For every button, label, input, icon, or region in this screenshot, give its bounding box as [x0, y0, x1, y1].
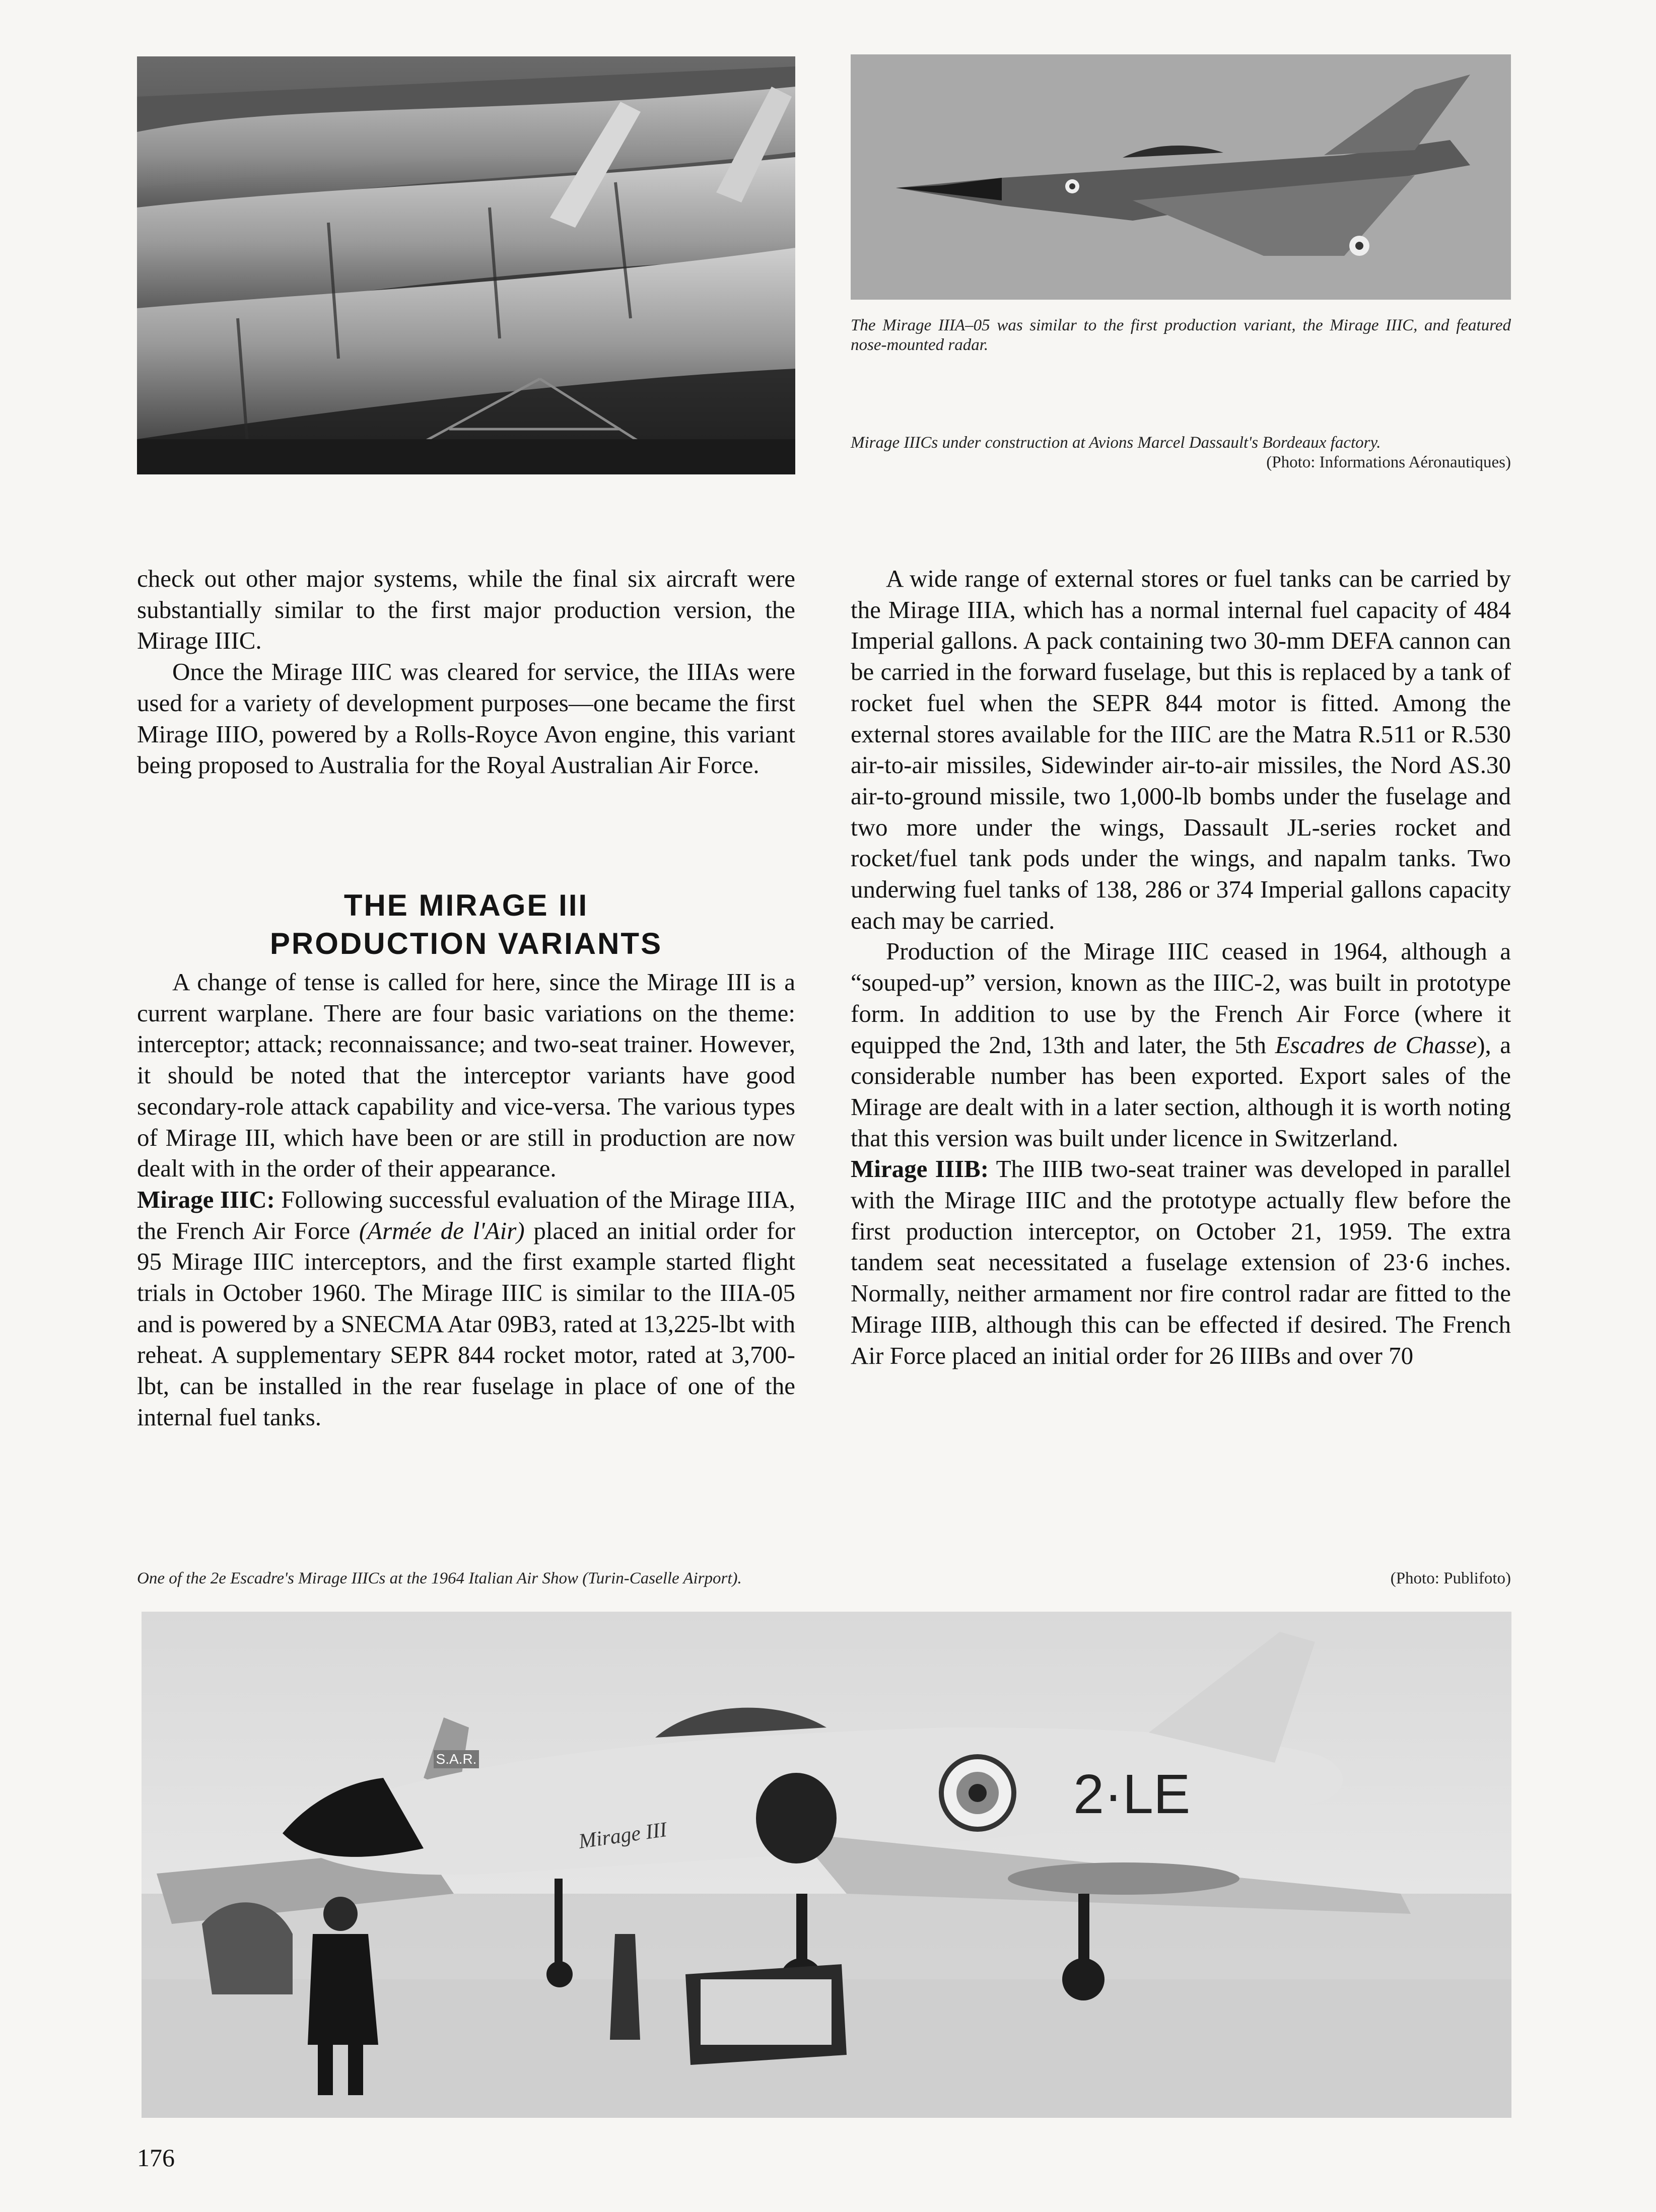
run-in-heading: Mirage IIIB:	[851, 1155, 989, 1183]
paragraph	[851, 936, 1511, 1153]
photo-mirage-air-show	[142, 1612, 1511, 2118]
heading-line-1: THE MIRAGE III	[343, 888, 589, 922]
hangar-sign: S.A.R.	[436, 1751, 477, 1767]
paragraph-text: ), a considerable number has been exported. Export sales of the Mirage are dealt with in a later section, although it is worth noting that this version was built under licence in Switzerland.	[851, 1030, 1511, 1152]
paragraph-text: Production of the Mirage IIIC ceased in 1964, although a “souped-up” version, known as the IIIC-2, was built in prototype form. In addition to use by the French Air Force (where it equipped the 2nd, 13th and later, the 5th	[851, 937, 1511, 1059]
italic-term: Escadres de Chasse	[1275, 1030, 1477, 1059]
caption-air-show-text: One of the 2e Escadre's Mirage IIICs at the 1964 Italian Air Show (Turin-Caselle Airport).	[137, 1569, 742, 1587]
italic-term: (Armée de l'Air)	[359, 1216, 525, 1245]
nose-script: Mirage III	[577, 1818, 668, 1853]
photo-mirage-in-flight	[851, 54, 1511, 300]
paragraph-mirage-iiib	[851, 1153, 1511, 1371]
right-column	[851, 563, 1511, 1371]
paragraph-mirage-iiic	[137, 1184, 795, 1433]
caption-assembly-text: Mirage IIICs under construction at Avions Marcel Dassault's Bordeaux factory.	[851, 434, 1381, 452]
left-column-upper	[137, 563, 795, 781]
section-heading	[137, 886, 795, 963]
paragraph-text: The IIIB two-seat trainer was developed in parallel with the Mirage IIIC and the prototype actually flew before the first production interceptor, on October 21, 1959. The extra tandem seat necessitated a fuselage extension of 23·6 inches. Normally, neither armament nor fire control radar are fitted to the Mirage IIIB, although this can be effected if desired. The French Air Force placed an initial order for 26 IIIBs and over 70	[851, 1155, 1511, 1369]
caption-air-show	[137, 1569, 1511, 1588]
run-in-heading: Mirage IIIC:	[137, 1185, 275, 1213]
page-number: 176	[137, 2144, 175, 2172]
left-column-lower	[137, 966, 795, 1433]
paragraph: A change of tense is called for here, since the Mirage III is a current warplane. There are four basic variations on the theme: interceptor; attack; reconnaissance; and two-seat trainer. However, it should be noted that the interceptor variants have good secondary-role attack capability and vice-versa. The various types of Mirage III, which have been or are still in production are now dealt with in the order of their appearance.	[137, 968, 795, 1183]
caption-assembly-hangar	[851, 433, 1511, 472]
fuselage-code: 2·LE	[1073, 1763, 1191, 1825]
caption-mirage-iiia-05: The Mirage IIIA–05 was similar to the first production variant, the Mirage IIIC, and featured nose-mounted radar.	[851, 316, 1511, 354]
photo-assembly-hangar	[137, 56, 795, 474]
photo-credit-assembly: (Photo: Informations Aéronautiques)	[1266, 453, 1511, 471]
paragraph-text: Following successful evaluation of the Mirage IIIA, the French Air Force	[137, 1185, 795, 1245]
paragraph-text: placed an initial order for 95 Mirage IIIC interceptors, and the first example started flight trials in October 1960. The Mirage IIIC is similar to the IIIA-05 and is powered by a SNECMA Atar 09B3, rated at 13,225-lbt with reheat. A supplementary SEPR 844 rocket motor, rated at 3,700-lbt, can be installed in the rear fuselage in place of one of the internal fuel tanks.	[137, 1216, 796, 1431]
heading-line-2: PRODUCTION VARIANTS	[269, 927, 663, 960]
paragraph: A wide range of external stores or fuel tanks can be carried by the Mirage IIIA, which has a normal internal fuel capacity of 484 Imperial gallons. A pack containing two 30-mm DEFA cannon can be carried in the forward fuselage, but this is replaced by a tank of rocket fuel when the SEPR 844 motor is fitted. Among the external stores available for the IIIC are the Matra R.511 or R.530 air-to-air missiles, Sidewinder air-to-air missiles, the Nord AS.30 air-to-ground missile, two 1,000-lb bombs under the fuselage and two more under the wings, Dassault JL-series rocket and rocket/fuel tank pods under the wings, and napalm tanks. Two underwing fuel tanks of 138, 286 or 374 Imperial gallons capacity each may be carried.	[851, 565, 1511, 934]
paragraph: Once the Mirage IIIC was cleared for service, the IIIAs were used for a variety of development purposes—one became the first Mirage IIIO, powered by a Rolls-Royce Avon engine, this variant being proposed to Australia for the Royal Australian Air Force.	[137, 658, 795, 779]
paragraph: check out other major systems, while the final six aircraft were substantially similar to the first major production version, the Mirage IIIC.	[137, 565, 795, 655]
photo-credit-air-show: (Photo: Publifoto)	[1390, 1569, 1511, 1587]
